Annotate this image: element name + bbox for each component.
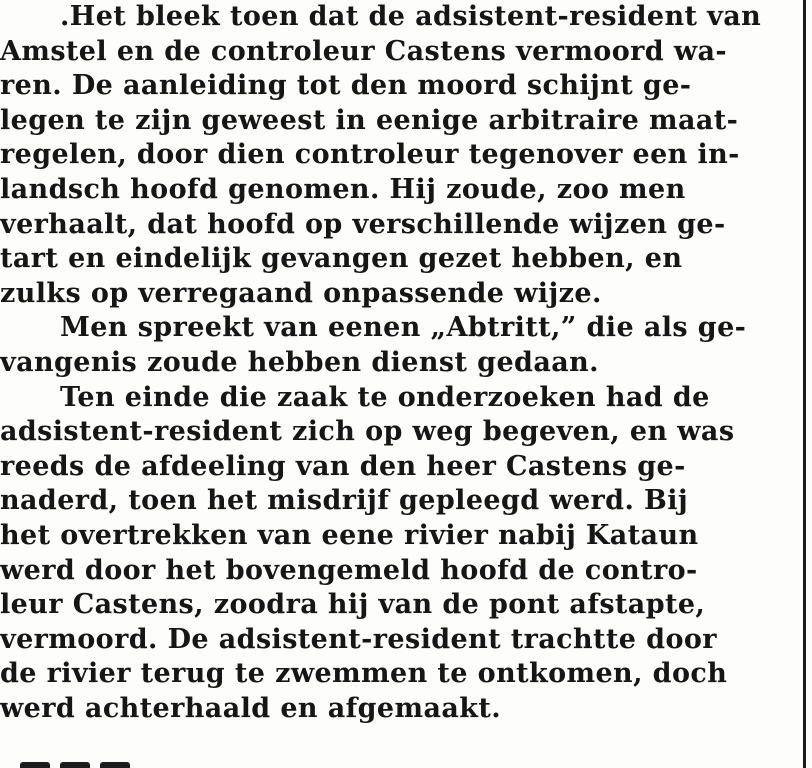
- text-line-14: reeds de afdeeling van den heer Castens ge-: [0, 450, 686, 482]
- text-line-4: legen te zijn geweest in eenige arbitraire maat-: [0, 104, 739, 136]
- cut-off-next-line: [20, 752, 280, 768]
- text-line-21: werd achterhaald en afgemaakt.: [0, 692, 502, 724]
- text-line-6: landsch hoofd genomen. Hij zoude, zoo men: [0, 173, 686, 205]
- text-line-11: vangenis zoude hebben dienst gedaan.: [0, 346, 599, 378]
- text-line-13: adsistent-resident zich op weg begeven, en was: [0, 416, 735, 448]
- ink-fragment: [100, 762, 130, 768]
- text-line-8: tart en eindelijk gevangen gezet hebben, en: [0, 243, 683, 275]
- text-line-9: zulks op verregaand onpassende wijze.: [0, 277, 602, 309]
- text-line-5: regelen, door dien controleur tegenover een in-: [0, 139, 740, 171]
- ink-fragment: [20, 762, 50, 768]
- text-line-16: het overtrekken van eene rivier nabij Kataun: [0, 519, 699, 551]
- column-rule: [803, 0, 806, 768]
- text-line-1: .Het bleek toen dat de adsistent-resident van: [60, 1, 762, 32]
- text-line-3: ren. De aanleiding tot den moord schijnt ge-: [0, 70, 692, 102]
- text-line-10: Men spreekt van eenen „Abtritt,” die als ge-: [60, 312, 747, 344]
- text-line-17: werd door het bovengemeld hoofd de contro-: [0, 554, 698, 586]
- text-line-15: naderd, toen het misdrijf gepleegd werd. Bij: [0, 485, 689, 517]
- text-line-2: Amstel en de controleur Castens vermoord wa-: [0, 35, 727, 67]
- text-line-19: vermoord. De adsistent-resident trachtte door: [0, 623, 717, 655]
- text-line-12: Ten einde die zaak te onderzoeken had de: [60, 381, 710, 413]
- text-line-18: leur Castens, zoodra hij van de pont afstapte,: [0, 589, 706, 621]
- text-line-7: verhaalt, dat hoofd op verschillende wijzen ge-: [0, 208, 726, 240]
- text-line-20: de rivier terug te zwemmen te ontkomen, doch: [0, 658, 728, 690]
- ink-fragment: [60, 762, 90, 768]
